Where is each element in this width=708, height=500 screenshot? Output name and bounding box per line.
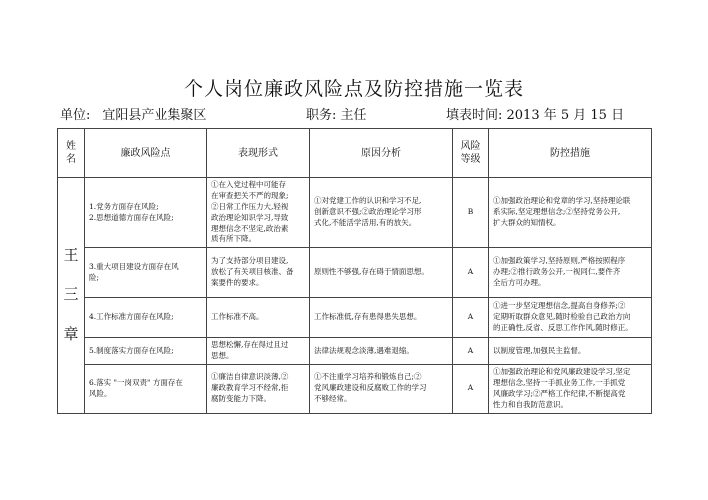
- measures-line: 风廉政学习;②严格工作纪律,不断提高党: [493, 388, 626, 398]
- measures-line: 以制度管理,加强民主监督。: [493, 345, 586, 355]
- manifestation-line: 工作标准不高。: [211, 312, 264, 322]
- person-name-char: 王: [63, 245, 79, 264]
- risk-point-cell: [85, 178, 207, 248]
- risk-point-line: 3.重大项目建设方面存在风: [89, 261, 179, 271]
- cause-line: 法律法规观念淡薄,遇难退缩。: [314, 345, 414, 355]
- manifestation-line: ①在入党过程中可能存: [211, 180, 286, 189]
- measures-line: ①加强政策学习,坚持原则,严格按照程序: [493, 256, 626, 266]
- cause-line: 式化,不能活学活用,有的放矢。: [314, 218, 417, 228]
- manifestation-line: 廉政教育学习不经常,拒: [211, 383, 289, 393]
- header-row: [58, 129, 652, 178]
- unit-label: 单位:: [60, 108, 91, 123]
- table-row: [58, 338, 652, 365]
- manifestation-line: 思想松懈,存在得过且过: [211, 340, 289, 350]
- measures-line: 理想信念,坚持一手抓业务工作,一手抓党: [493, 377, 626, 387]
- header-measures: 防控措施: [489, 129, 652, 178]
- cause-cell: [310, 365, 453, 414]
- manifestation-cell: [207, 365, 310, 414]
- manifestation-line: ②日常工作压力大,轻视: [211, 201, 289, 211]
- manifestation-cell: [207, 338, 310, 365]
- manifestation-line: 思想。: [211, 351, 234, 361]
- cause-cell: [310, 178, 453, 248]
- manifestation-line: 放松了有关项目核准、备: [211, 267, 294, 277]
- cause-line: 不够经常。: [314, 394, 352, 404]
- cause-cell: [310, 248, 453, 298]
- measures-line: ①进一步坚定理想信念,提高自身修养;②: [493, 301, 626, 311]
- manifestation-line: ①廉洁自律意识淡薄,②: [211, 372, 289, 382]
- cause-line: 原则性不够强,存在碍于情面思想。: [314, 267, 429, 277]
- header-manifestation: 表现形式: [207, 129, 310, 178]
- measures-line: 办理;②推行政务公开,一视同仁,要件齐: [493, 267, 621, 277]
- measures-cell: [489, 248, 652, 298]
- measures-cell: [489, 365, 652, 414]
- risk-point-line: 4.工作标准方面存在风险;: [89, 312, 174, 322]
- risk-table: [57, 128, 652, 414]
- date-field: 填表时间: 2013 年 5 月 15 日: [446, 108, 625, 123]
- risk-point-cell: [85, 338, 207, 365]
- position-field: 职务: 主任: [306, 108, 367, 123]
- manifestation-line: 质有所下降。: [211, 234, 256, 244]
- risk-point-cell: [85, 248, 207, 298]
- risk-point-line: 险;: [89, 272, 100, 282]
- risk-point-line: 风险。: [89, 388, 112, 398]
- measures-line: 系实际,坚定理想信念;②坚持党务公开,: [493, 207, 621, 217]
- manifestation-line: 案要件的要求。: [211, 278, 264, 288]
- risk-point-line: 2.思想道德方面存在风险;: [89, 212, 174, 222]
- cause-line: ①不注重学习培养和锻炼自己;②: [314, 372, 422, 382]
- manifestation-line: 理想信念不坚定,政治素: [211, 223, 289, 233]
- risk-level-cell: A: [453, 365, 489, 414]
- manifestation-line: 政治理论知识学习,导致: [211, 212, 289, 222]
- manifestation-line: 腐防变能力下降。: [211, 394, 271, 404]
- table-row: [58, 178, 652, 248]
- person-name-char: 三: [63, 285, 79, 304]
- measures-line: 定期听取群众意见,随时检验自己政治方向: [493, 312, 631, 322]
- manifestation-line: 为了支持部分项目建设,: [211, 256, 289, 266]
- measures-line: ①加强政治理论和党风廉政建设学习,坚定: [493, 367, 631, 376]
- risk-point-line: 6.落实 "一岗双责" 方面存在: [89, 377, 183, 387]
- measures-line: ①加强政治理论和党章的学习,坚持理论联: [493, 196, 631, 206]
- table-row: [58, 298, 652, 338]
- manifestation-cell: [207, 298, 310, 338]
- measures-line: 的正确性,反省、反思工作作风,随时修正。: [493, 323, 633, 333]
- cause-cell: [310, 298, 453, 338]
- cause-line: 工作标准低,存有患得患失思想。: [314, 312, 422, 322]
- cause-line: 创新意识不强;②政治理论学习形: [314, 207, 422, 217]
- risk-level-cell: A: [453, 248, 489, 298]
- measures-line: 扩大群众的知情权。: [493, 218, 561, 228]
- person-name-cell: [58, 178, 85, 414]
- person-name-char: 章: [63, 325, 79, 344]
- document-title: 个人岗位廉政风险点及防控措施一览表: [183, 78, 524, 100]
- header-name: 姓名: [58, 129, 85, 178]
- measures-cell: [489, 338, 652, 365]
- unit-value: 宜阳县产业集聚区: [102, 108, 207, 123]
- cause-line: 党风廉政建设和反腐败工作的学习: [314, 383, 427, 393]
- risk-level-cell: A: [453, 338, 489, 365]
- risk-point-line: 1.党务方面存在风险;: [89, 201, 159, 211]
- header-risk-point: 廉政风险点: [85, 129, 207, 178]
- manifestation-line: 在审查把关不严的现象;: [211, 190, 289, 200]
- header-level: 风险等级: [453, 129, 489, 178]
- manifestation-cell: [207, 178, 310, 248]
- risk-level-cell: A: [453, 298, 489, 338]
- measures-cell: [489, 178, 652, 248]
- risk-point-line: 5.制度落实方面存在风险;: [89, 345, 174, 355]
- manifestation-cell: [207, 248, 310, 298]
- measures-line: 全后方可办理。: [493, 278, 546, 288]
- header-cause: 原因分析: [310, 129, 453, 178]
- risk-point-cell: [85, 298, 207, 338]
- table-row: [58, 248, 652, 298]
- cause-line: ①对党建工作的认识和学习不足,: [314, 196, 422, 206]
- measures-cell: [489, 298, 652, 338]
- cause-cell: [310, 338, 453, 365]
- unit-field: [60, 104, 206, 123]
- risk-point-cell: [85, 365, 207, 414]
- risk-level-cell: B: [453, 178, 489, 248]
- measures-line: 性力和自我防范意识。: [493, 399, 568, 409]
- table-row: [58, 365, 652, 414]
